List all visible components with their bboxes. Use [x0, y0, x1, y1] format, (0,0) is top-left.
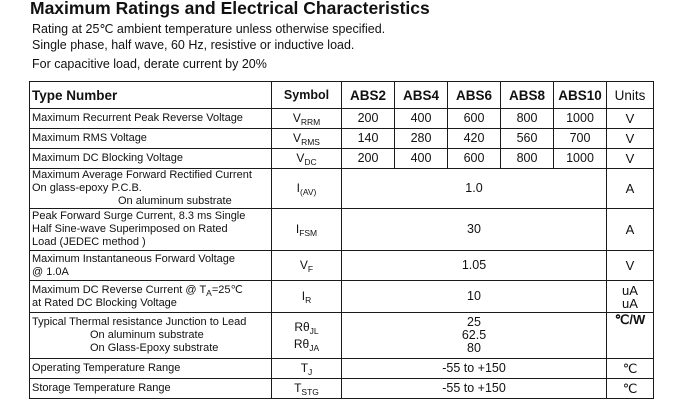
symbol-cell: $V_F$ [272, 251, 342, 281]
value-cell: 560 [501, 129, 554, 149]
symbol-cell: $V_{DC}$ [272, 149, 342, 169]
param-line: Typical Thermal resistance Junction to Lead [32, 316, 247, 328]
value-cell: 800 [501, 109, 554, 129]
param-line: On glass-epoxy P.C.B. [32, 182, 142, 194]
value-cell: 1.0 [342, 169, 607, 209]
value-cell: 400 [395, 149, 448, 169]
param-cell [30, 313, 272, 359]
value-cell: 1000 [554, 109, 607, 129]
param-cell: Maximum RMS Voltage [30, 129, 272, 149]
unit-cell: V [607, 149, 654, 169]
ratings-table [29, 81, 654, 399]
value-cell: 700 [554, 129, 607, 149]
param-line: On aluminum substrate [90, 329, 204, 341]
value-cell: 200 [342, 149, 395, 169]
value-cell: 10 [342, 281, 607, 313]
header-model: ABS8 [501, 82, 554, 109]
unit-cell: A [607, 169, 654, 209]
value-cell: 420 [448, 129, 501, 149]
param-line: @ 1.0A [32, 265, 69, 278]
value-cell: 200 [342, 109, 395, 129]
unit-cell: ℃ [607, 379, 654, 399]
value-cell: -55 to +150 [342, 379, 607, 399]
header-row [30, 82, 654, 109]
param-cell [30, 169, 272, 209]
table-row [30, 251, 654, 281]
note-line-3: For capacitive load, derate current by 20% [32, 57, 267, 71]
symbol-cell: $I_{(AV)}$ [272, 169, 342, 209]
param-line: Half Sine-wave Superimposed on Rated [32, 223, 228, 235]
param-line: Peak Forward Surge Current, 8.3 ms Single [32, 210, 246, 222]
unit-cell: V [607, 109, 654, 129]
unit-cell: V [607, 129, 654, 149]
table-row [30, 313, 654, 359]
symbol-cell: $T_J$ [272, 359, 342, 379]
value-line: 25 [467, 315, 481, 329]
note-line-2: Single phase, half wave, 60 Hz, resistive or inductive load. [32, 38, 355, 52]
table-row [30, 109, 654, 129]
value-cell: 30 [342, 209, 607, 251]
unit-cell [607, 281, 654, 313]
param-cell: Storage Temperature Range [30, 379, 272, 399]
param-line: Maximum DC Reverse Current @ $T_A=25℃$ [32, 283, 243, 298]
header-model: ABS10 [554, 82, 607, 109]
header-model: ABS2 [342, 82, 395, 109]
table-row [30, 149, 654, 169]
unit-cell: ℃/W [607, 313, 654, 359]
table-row [30, 129, 654, 149]
param-line: Load (JEDEC method ) [32, 236, 146, 248]
symbol-cell: $V_{RRM}$ [272, 109, 342, 129]
value-cell: 280 [395, 129, 448, 149]
header-symbol: Symbol [272, 82, 342, 109]
unit-cell: V [607, 251, 654, 281]
unit-line: uA [622, 295, 638, 311]
table-row [30, 169, 654, 209]
table-row [30, 379, 654, 399]
value-line: 80 [467, 341, 481, 355]
symbol-cell: $V_{RMS}$ [272, 129, 342, 149]
param-cell [30, 281, 272, 313]
param-cell [30, 209, 272, 251]
header-model: ABS6 [448, 82, 501, 109]
value-cell: 400 [395, 109, 448, 129]
unit-cell: ℃ [607, 359, 654, 379]
param-cell [30, 251, 272, 281]
header-units: Units [607, 82, 654, 109]
symbol-line: $R\theta_{JA}$ [293, 336, 320, 353]
unit-line: uA [622, 282, 638, 298]
value-cell: 1.05 [342, 251, 607, 281]
param-line: at Rated DC Blocking Voltage [32, 296, 177, 309]
param-cell: Operating Temperature Range [30, 359, 272, 379]
param-line: Maximum Average Forward Rectified Current [32, 169, 252, 181]
param-cell: Maximum DC Blocking Voltage [30, 149, 272, 169]
table-row [30, 209, 654, 251]
note-line-1: Rating at 25℃ ambient temperature unless otherwise specified. [32, 22, 386, 36]
document-title: Maximum Ratings and Electrical Characteristics [30, 0, 430, 18]
symbol-cell: $I_{FSM}$ [272, 209, 342, 251]
param-line: Maximum Instantaneous Forward Voltage [32, 252, 235, 265]
header-type-number: Type Number [30, 82, 272, 109]
symbol-cell: $T_{STG}$ [272, 379, 342, 399]
value-cell: 140 [342, 129, 395, 149]
param-line: On aluminum substrate [118, 195, 232, 207]
value-cell [342, 313, 607, 359]
header-model: ABS4 [395, 82, 448, 109]
value-cell: 600 [448, 149, 501, 169]
symbol-cell: $I_R$ [272, 281, 342, 313]
param-cell: Maximum Recurrent Peak Reverse Voltage [30, 109, 272, 129]
table-row [30, 281, 654, 313]
symbol-cell [272, 313, 342, 359]
value-line: 62.5 [461, 328, 487, 342]
symbol-line: $R\theta_{JL}$ [294, 319, 319, 336]
param-line: On Glass-Epoxy substrate [90, 342, 219, 354]
value-cell: 800 [501, 149, 554, 169]
value-cell: 600 [448, 109, 501, 129]
unit-cell: A [607, 209, 654, 251]
value-cell: -55 to +150 [342, 359, 607, 379]
value-cell: 1000 [554, 149, 607, 169]
table-row [30, 359, 654, 379]
